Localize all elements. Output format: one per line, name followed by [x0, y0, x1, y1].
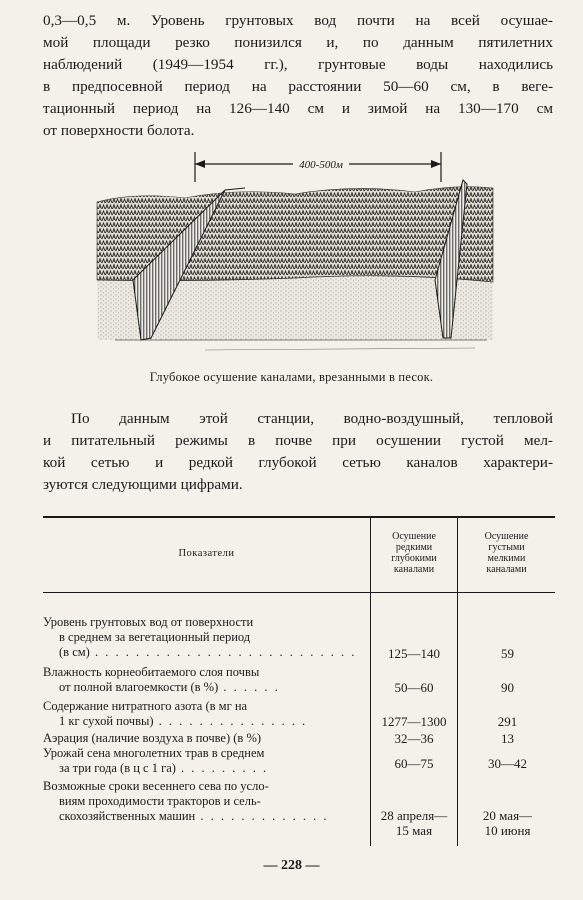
label-text: от полной влагоемкости (в %) — [59, 680, 219, 694]
label-line: виям проходимости тракторов и сель- — [59, 794, 261, 808]
header-line: мелкими — [487, 553, 526, 564]
cell-sparse-value: 50—60 — [394, 680, 434, 695]
figure-caption: Глубокое осушение каналами, врезанными в песок. — [149, 370, 434, 384]
label-text: 1 кг сухой почвы) — [59, 714, 154, 728]
cell-sparse-value: 125—140 — [388, 646, 440, 661]
cell-dense-value: 13 — [501, 731, 514, 746]
text-line: тационный период на 126—140 см и зимой на 130—170 см — [43, 100, 553, 117]
table-row-label — [43, 665, 371, 695]
cell-sparse-value: 1277—1300 — [381, 714, 447, 729]
table-row-label — [43, 779, 371, 824]
text-line: зуются следующими цифрами. — [43, 476, 243, 493]
text-line: кой сетью и редкой глубокой сетью каналов характери- — [43, 454, 553, 471]
arrowhead-right — [431, 160, 441, 168]
label-line: скохозяйственных машин . . . . . . . . . . . . . — [59, 809, 329, 823]
text-line: от поверхности болота. — [43, 122, 195, 139]
table-row-label — [43, 731, 371, 746]
label-line: (в см) . . . . . . . . . . . . . . . . . . . . . . . . . . — [59, 645, 357, 659]
label-line: Возможные сроки весеннего сева по усло- — [43, 779, 269, 793]
cell-dense-value: 30—42 — [488, 756, 527, 771]
header-sparse-deep-canals — [371, 531, 457, 575]
header-line: густыми — [488, 542, 525, 553]
header-line: редкими — [395, 542, 433, 553]
cell-dense-value: 291 — [497, 714, 518, 729]
indicators-table — [43, 516, 555, 846]
header-dense-shallow-canals — [458, 531, 555, 575]
cell-line: 28 апреля— — [380, 808, 448, 823]
text-line: в предпосевной период на расстоянии 50—60 см, в веге- — [43, 78, 553, 95]
label-line: Урожай сена многолетних трав в среднем — [43, 746, 265, 760]
table-row-label — [43, 746, 371, 776]
cell-sparse-value — [373, 808, 455, 838]
label-line: Влажность корнеобитаемого слоя почвы — [43, 665, 260, 679]
label-line: за три года (в ц с 1 га) . . . . . . . . . — [59, 761, 269, 775]
cell-line: 15 мая — [395, 823, 433, 838]
table-top-rule — [43, 516, 555, 518]
header-line: каналами — [393, 564, 435, 575]
header-line: глубокими — [391, 553, 437, 564]
text-line: 0,3—0,5 м. Уровень грунтовых вод почти на всей осушае- — [43, 12, 553, 29]
text-line: По данным этой станции, водно-воздушный, тепловой — [71, 410, 553, 427]
drainage-illustration — [95, 150, 495, 362]
arrowhead-left — [195, 160, 205, 168]
dimension-label: 400-500м — [299, 159, 343, 171]
cell-dense-value: 90 — [501, 680, 514, 695]
table-row-label — [43, 699, 371, 729]
cell-dense-value: 59 — [501, 646, 514, 661]
label-line: Аэрация (наличие воздуха в почве) (в %) — [43, 731, 262, 745]
label-text: скохозяйственных машин — [59, 809, 196, 823]
header-indicators: Показатели — [178, 548, 235, 559]
label-text: за три года (в ц с 1 га) — [59, 761, 176, 775]
page-number: — 228 — — [263, 858, 320, 873]
drainage-cross-section-drawing — [95, 150, 495, 362]
text-line: и питательный режимы в почве при осушении густой мел- — [43, 432, 553, 449]
header-line: Осушение — [484, 531, 529, 542]
cell-line: 20 мая— — [482, 808, 533, 823]
label-text: (в см) — [59, 645, 90, 659]
label-line: Уровень грунтовых вод от поверхности — [43, 615, 254, 629]
header-line: каналами — [486, 564, 527, 575]
header-line: Осушение — [392, 531, 436, 542]
top-paragraph — [43, 10, 553, 142]
text-line: наблюдений (1949—1954 гг.), грунтовые воды находились — [43, 56, 553, 73]
label-line: 1 кг сухой почвы) . . . . . . . . . . . . . . . — [59, 714, 308, 728]
cell-sparse-value: 32—36 — [394, 731, 434, 746]
cell-dense-value — [460, 808, 555, 838]
text-line: мой площади резко понизился и, по данным пятилетних — [43, 34, 553, 51]
cell-sparse-value: 60—75 — [394, 756, 434, 771]
label-line: в среднем за вегетационный период — [59, 630, 251, 644]
label-line: Содержание нитратного азота (в мг на — [43, 699, 248, 713]
cell-line: 10 июня — [484, 823, 531, 838]
table-row-label — [43, 615, 371, 660]
table-header-rule — [43, 592, 555, 593]
label-line: от полной влагоемкости (в %) . . . . . . — [59, 680, 280, 694]
middle-paragraph — [43, 408, 553, 496]
